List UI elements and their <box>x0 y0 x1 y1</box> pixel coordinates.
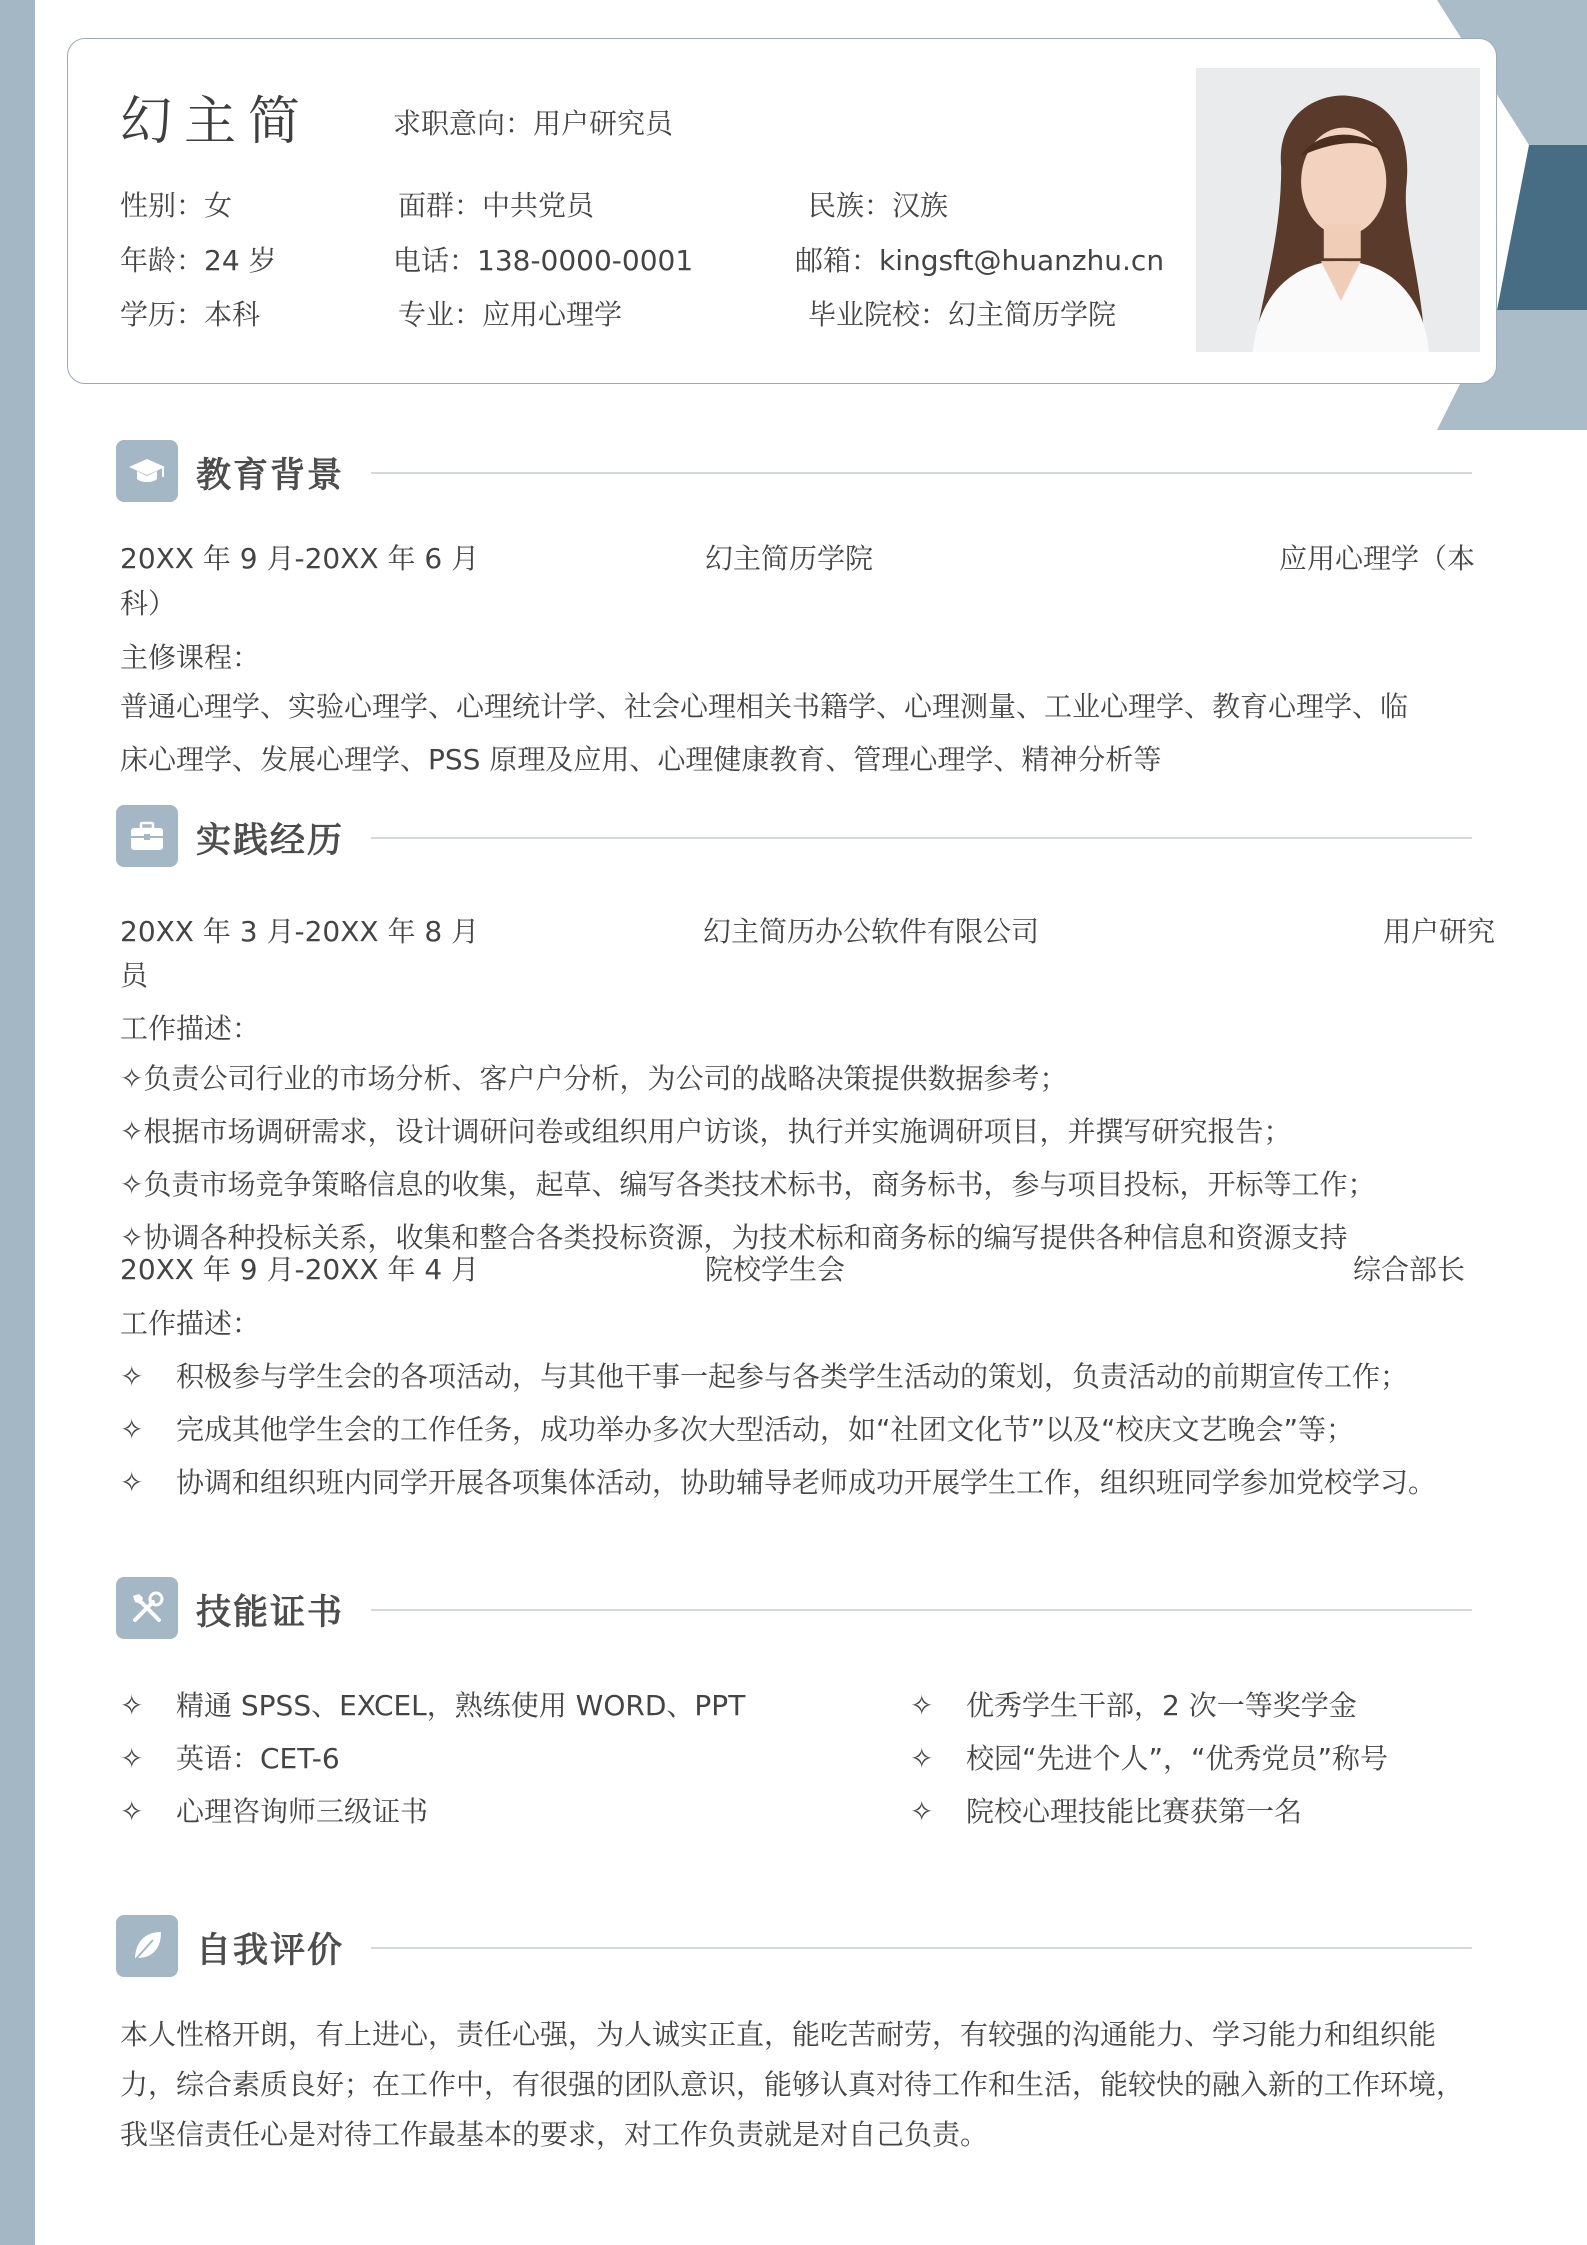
award-item: ✧ 院校心理技能比赛获第一名 <box>910 1795 1303 1828</box>
section-practice-heading <box>116 805 1472 869</box>
skill-item: ✧ 英语：CET-6 <box>120 1742 340 1775</box>
job-bullet: ✧协调各种投标关系，收集和整合各类投标资源，为技术标和商务标的编写提供各种信息和资源支持 <box>120 1221 1348 1254</box>
job-desc-label: 工作描述： <box>120 1307 261 1340</box>
bullet-star-icon: ✧ <box>120 1360 144 1393</box>
job-bullet: ✧负责公司行业的市场分析、客户户分析，为公司的战略决策提供数据参考； <box>120 1062 1068 1095</box>
job-bullets <box>120 1052 1500 1254</box>
skill-item: ✧ 精通 SPSS、EXCEL，熟练使用 WORD、PPT <box>120 1689 746 1722</box>
skill-item: ✧ 心理咨询师三级证书 <box>120 1795 429 1828</box>
section-title: 教育背景 <box>196 456 345 496</box>
section-divider <box>371 1947 1472 1949</box>
bullet-star-icon: ✧ <box>120 1413 144 1446</box>
courses-line: 床心理学、发展心理学、PSS 原理及应用、心理健康教育、管理心理学、精神分析等 <box>120 743 1162 776</box>
avatar <box>1192 64 1484 356</box>
job-entry <box>120 910 1495 950</box>
section-title: 自我评价 <box>196 1931 345 1971</box>
job-company: 院校学生会 <box>705 1253 846 1286</box>
section-evaluation-heading <box>116 1915 1472 1979</box>
education-major-tail: 科） <box>120 587 177 620</box>
job-bullet: ✧ 协调和组织班内同学开展各项集体活动，协助辅导老师成功开展学生工作，组织班同学参加党校学习。 <box>120 1466 1437 1499</box>
bullet-star-icon: ✧ <box>120 1742 144 1775</box>
self-evaluation-text: 本人性格开朗，有上进心，责任心强，为人诚实正直，能吃苦耐劳，有较强的沟通能力、学习能力和组织能力，综合素质良好；在工作中，有很强的团队意识，能够认真对待工作和生活，能较快的融入新的工作环境，我坚信责任心是对待工作最基本的要求，对工作负责就是对自己负责。 <box>120 2018 1465 2151</box>
section-education-heading <box>116 440 1472 504</box>
education-school: 幻主简历学院 <box>705 542 874 575</box>
leaf-icon <box>116 1915 178 1977</box>
ethnicity: 民族：汉族 <box>808 189 949 222</box>
job-entry <box>120 1248 1465 1288</box>
courses-block <box>120 680 1500 776</box>
bullet-star-icon: ✧ <box>120 1466 144 1499</box>
education-entry <box>120 537 1475 577</box>
job-bullet: ✧ 积极参与学生会的各项活动，与其他干事一起参与各类学生活动的策划，负责活动的前期宣传工作； <box>120 1360 1409 1393</box>
bullet-star-icon: ✧ <box>120 1689 144 1722</box>
bullet-star-icon: ✧ <box>120 1795 144 1828</box>
job-role: 用户研究 <box>1382 915 1495 948</box>
degree: 学历：本科 <box>120 298 261 331</box>
bullet-star-icon: ✧ <box>910 1742 934 1775</box>
tools-icon <box>116 1577 178 1639</box>
award-item: ✧ 校园“先进个人”，“优秀党员”称号 <box>910 1742 1389 1775</box>
graduate-school: 毕业院校：幻主简历学院 <box>808 298 1117 331</box>
left-accent-bar <box>0 0 35 2245</box>
job-company: 幻主简历办公软件有限公司 <box>703 915 1040 948</box>
bullet-star-icon: ✧ <box>120 1221 144 1254</box>
bullet-star-icon: ✧ <box>910 1689 934 1722</box>
major: 专业：应用心理学 <box>398 298 623 331</box>
award-item: ✧ 优秀学生干部，2 次一等奖学金 <box>910 1689 1357 1722</box>
job-role-tail: 员 <box>120 959 149 992</box>
political-status: 面群：中共党员 <box>398 189 595 222</box>
job-bullet: ✧ 完成其他学生会的工作任务，成功举办多次大型活动，如“社团文化节”以及“校庆文艺晚会”等； <box>120 1413 1355 1446</box>
candidate-name: 幻主简 <box>120 92 313 152</box>
email: 邮箱：kingsft@huanzhu.cn <box>795 244 1165 277</box>
section-divider <box>371 472 1472 474</box>
bullet-star-icon: ✧ <box>910 1795 934 1828</box>
job-date: 20XX 年 9 月-20XX 年 4 月 <box>120 1253 480 1286</box>
job-bullet: ✧根据市场调研需求，设计调研问卷或组织用户访谈，执行并实施调研项目，并撰写研究报告； <box>120 1115 1292 1148</box>
phone: 电话：138-0000-0001 <box>393 244 694 277</box>
briefcase-icon <box>116 805 178 867</box>
job-intention: 求职意向：用户研究员 <box>393 107 674 140</box>
courses-line: 普通心理学、实验心理学、心理统计学、社会心理相关书籍学、心理测量、工业心理学、教育心理学、临 <box>120 690 1409 723</box>
bullet-star-icon: ✧ <box>120 1062 144 1095</box>
section-title: 实践经历 <box>196 821 345 861</box>
courses-label: 主修课程： <box>120 641 261 674</box>
bullet-star-icon: ✧ <box>120 1115 144 1148</box>
section-title: 技能证书 <box>196 1593 345 1633</box>
gender: 性别：女 <box>120 189 233 222</box>
section-skills-heading <box>116 1577 1472 1641</box>
age: 年龄：24 岁 <box>120 244 277 277</box>
job-desc-label: 工作描述： <box>120 1012 261 1045</box>
graduation-cap-icon <box>116 440 178 502</box>
job-date: 20XX 年 3 月-20XX 年 8 月 <box>120 915 480 948</box>
education-date: 20XX 年 9 月-20XX 年 6 月 <box>120 542 480 575</box>
job-bullet: ✧负责市场竞争策略信息的收集，起草、编写各类技术标书，商务标书，参与项目投标，开标等工作； <box>120 1168 1376 1201</box>
section-divider <box>371 837 1472 839</box>
section-divider <box>371 1609 1472 1611</box>
education-major: 应用心理学（本 <box>1278 542 1475 575</box>
bullet-star-icon: ✧ <box>120 1168 144 1201</box>
job-role: 综合部长 <box>1352 1253 1465 1286</box>
